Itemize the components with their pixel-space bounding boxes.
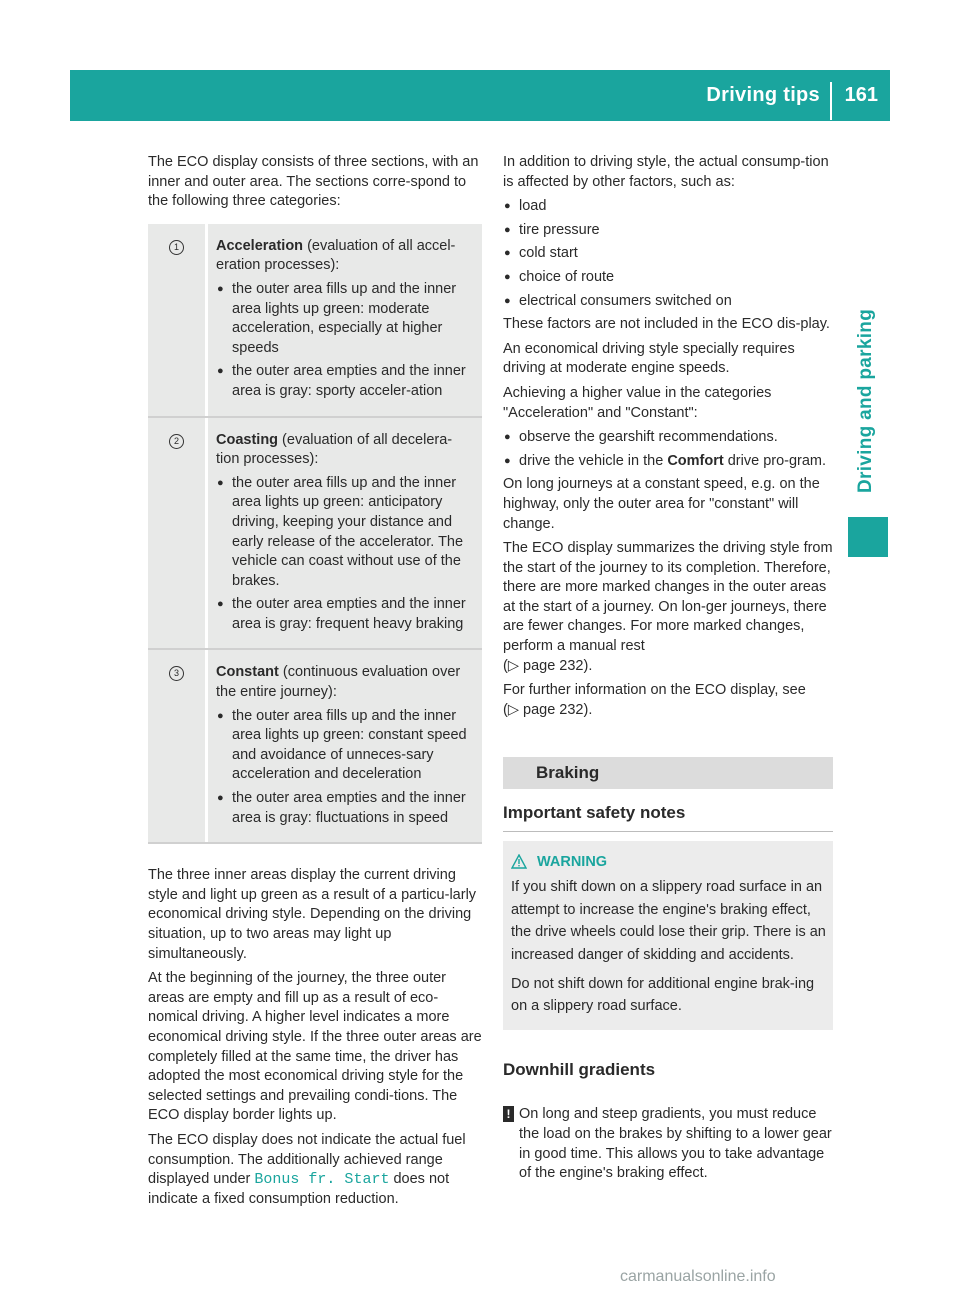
list-item: ● choice of route — [503, 268, 833, 288]
list-item: ● tire pressure — [503, 221, 833, 241]
category-desc: (continuous evaluation over the entire journey): — [216, 664, 461, 701]
side-tab-label: Driving and parking — [855, 308, 876, 493]
paragraph — [148, 1131, 482, 1209]
category-desc: (evaluation of all accel-eration processes): — [216, 237, 456, 274]
page-reference-link[interactable]: (▷ page 232). — [503, 701, 593, 718]
side-tab-marker — [848, 517, 888, 557]
circled-number: 1 — [169, 240, 184, 255]
row-content — [208, 224, 482, 416]
list-item: ● the outer area empties and the inner area is gray: frequent heavy braking — [216, 595, 474, 634]
warning-text: Do not shift down for additional engine brak-ing on a slippery road surface. — [511, 975, 815, 1015]
paragraph: For further information on the ECO display, see — [503, 682, 806, 699]
page-number: 161 — [844, 84, 878, 106]
drive-program-name: Comfort — [667, 452, 724, 469]
warning-text: If you shift down on a slippery road surface in an attempt to increase the engine's braking effect, the drive wheels could lose their grip. There is an increased danger of skidding and accidents. — [511, 879, 826, 963]
paragraph: At the beginning of the journey, the three outer areas are empty and fill up as a result of eco-nomical driving. A higher level indicates a more economical driving style. If the three outer areas are completely filled at the same time, the driver has adopted the most economical driving style for the selected settings and prevailing condi-tions. The ECO display border lights up. — [148, 970, 482, 1124]
table-row — [148, 418, 482, 651]
right-column — [503, 153, 833, 1184]
header-bar — [70, 70, 890, 121]
list-item: ● the outer area empties and the inner area is gray: fluctuations in speed — [216, 789, 474, 828]
footer-watermark: carmanualsonline.info — [620, 1268, 776, 1285]
text-span: drive the vehicle in the — [519, 452, 668, 469]
text-span: drive pro-gram. — [723, 452, 827, 469]
list-item — [503, 452, 833, 472]
warning-title — [511, 851, 827, 874]
list-item: ● electrical consumers switched on — [503, 292, 833, 312]
row-content — [208, 650, 482, 842]
warning-label: WARNING — [537, 853, 608, 870]
note-text: On long and steep gradients, you must reduce the load on the brakes by shifting to a lower gear in good time. This allows you to take advantage of the engine's braking effect. — [519, 1106, 832, 1182]
list-item: ● load — [503, 197, 833, 217]
paragraph: An economical driving style specially requires driving at moderate engine speeds. — [503, 340, 795, 377]
table-row — [148, 224, 482, 418]
list-item: ● the outer area fills up and the inner area lights up green: constant speed and avoidance of unneces-sary acceleration and deceleration — [216, 707, 474, 785]
paragraph: These factors are not included in the ECO dis-play. — [503, 316, 830, 333]
note — [503, 1105, 833, 1183]
text-span: does not indicate a fixed consumption reduction. — [148, 1171, 450, 1207]
category-name: Coasting — [216, 431, 279, 448]
list-item: ● the outer area fills up and the inner area lights up green: anticipatory driving, keeping your distance and early release of the accelerator. The vehicle can coast without use of the brakes. — [216, 474, 474, 592]
warning-triangle-icon — [511, 854, 527, 869]
table-row — [148, 650, 482, 844]
category-desc: (evaluation of all decelera-tion processes): — [216, 431, 453, 468]
paragraph: In addition to driving style, the actual consump-tion is affected by other factors, such as: — [503, 154, 829, 190]
list-item: ● cold start — [503, 244, 833, 264]
section-heading: Braking — [503, 757, 833, 789]
display-message: Bonus fr. Start — [254, 1171, 390, 1189]
note-exclamation-icon: ! — [503, 1106, 514, 1122]
list-item: ● observe the gearshift recommendations. — [503, 428, 833, 448]
paragraph: Achieving a higher value in the categories "Acceleration" and "Constant": — [503, 384, 772, 421]
row-number-cell — [148, 224, 208, 416]
page-reference-link[interactable]: (▷ page 232). — [503, 657, 593, 674]
row-number-cell — [148, 650, 208, 842]
eco-intro: The ECO display consists of three sections, with an inner and outer area. The sections corre-spond to the following three categories: — [148, 154, 479, 210]
eco-categories-table — [148, 224, 482, 844]
circled-number: 2 — [169, 434, 184, 449]
category-name: Acceleration — [216, 237, 304, 254]
category-name: Constant — [216, 664, 279, 681]
list-item: ● the outer area empties and the inner area is gray: sporty acceler-ation — [216, 362, 474, 401]
paragraph: The three inner areas display the current driving style and light up green as a result of a particu-larly economical driving style. Depending on the driving situation, up to two areas may light up simultaneously. — [148, 867, 477, 962]
subsection-heading: Downhill gradients — [503, 1059, 656, 1079]
header-divider — [830, 82, 832, 120]
section-title: Driving tips — [706, 84, 820, 106]
row-number-cell — [148, 418, 208, 649]
paragraph: The ECO display summarizes the driving style from the start of the journey to its completion. Therefore, there are more marked changes in the outer areas at the start of a journey. On lon-ger journeys, there are fewer changes. For more marked changes, perform a manual rest — [503, 540, 833, 655]
warning-box — [503, 841, 833, 1030]
circled-number: 3 — [169, 666, 184, 681]
left-column — [148, 153, 482, 1214]
row-content — [208, 418, 482, 649]
subsection-heading: Important safety notes — [503, 789, 833, 832]
paragraph: On long journeys at a constant speed, e.g. on the highway, only the outer area for "constant" will change. — [503, 476, 820, 532]
list-item: ● the outer area fills up and the inner area lights up green: moderate acceleration, especially at higher speeds — [216, 280, 474, 358]
text-span: The ECO display does not indicate the actual fuel consumption. The additionally achieved range displayed under — [148, 1131, 466, 1188]
